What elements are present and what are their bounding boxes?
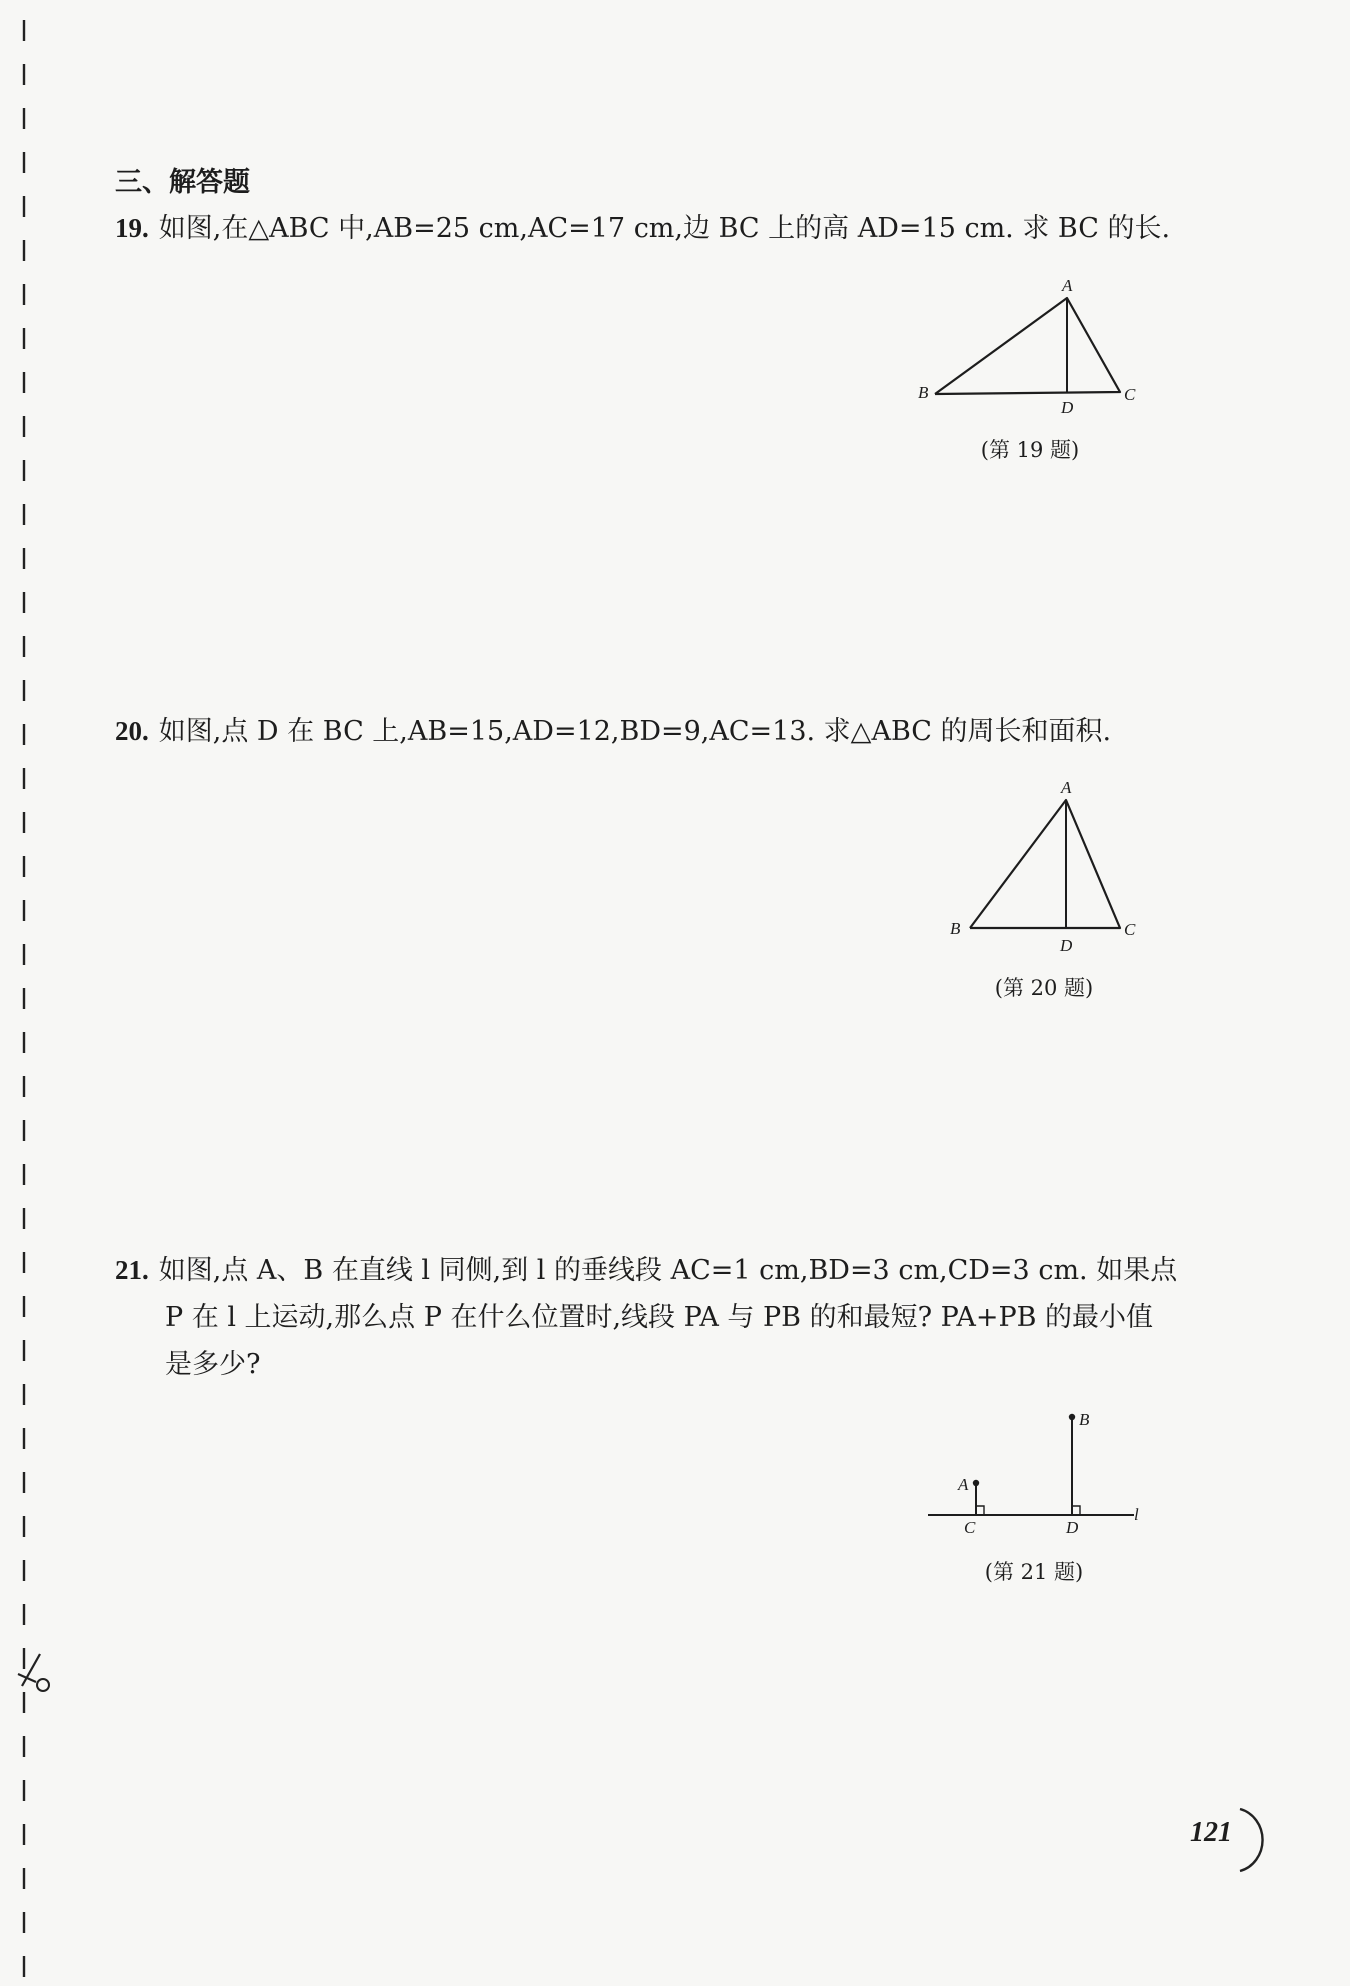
figure-20: [940, 776, 1150, 960]
page-number: [1186, 1805, 1286, 1875]
figure-21: [920, 1400, 1150, 1554]
label-D: D: [1060, 936, 1073, 955]
label-D: D: [1066, 1518, 1079, 1537]
figure-caption: (第 20 题): [994, 976, 1094, 1000]
question-text: 如图,点 D 在 BC 上,AB=15,AD=12,BD=9,AC=13. 求△ABC 的周长和面积.: [158, 716, 1112, 747]
question-number: 21.: [115, 1255, 149, 1285]
label-B: B: [1079, 1410, 1090, 1429]
page-number-text: 121: [1190, 1817, 1232, 1848]
figure-caption: (第 19 题): [980, 438, 1080, 462]
question-text-continued: P 在 l 上运动,那么点 P 在什么位置时,线段 PA 与 PB 的和最短? PA+PB 的最小值是多少?: [165, 1302, 1154, 1380]
question-19: [115, 205, 1180, 252]
question-text: 如图,在△ABC 中,AB=25 cm,AC=17 cm,边 BC 上的高 AD=15 cm. 求 BC 的长.: [158, 213, 1171, 244]
question-number: 19.: [115, 213, 149, 243]
label-D: D: [1061, 398, 1074, 416]
label-B: B: [950, 919, 961, 938]
question-number: 20.: [115, 716, 149, 746]
label-A: A: [958, 1475, 969, 1494]
question-21: [115, 1247, 1180, 1388]
label-C: C: [964, 1518, 976, 1537]
label-B: B: [918, 383, 929, 402]
label-l: l: [1134, 1505, 1139, 1524]
label-A: A: [1061, 778, 1072, 797]
page-number-bracket: [1234, 1805, 1274, 1875]
question-text: 如图,点 A、B 在直线 l 同侧,到 l 的垂线段 AC=1 cm,BD=3 cm,CD=3 cm. 如果点: [158, 1255, 1178, 1286]
figure-19: [910, 276, 1150, 420]
question-20: [115, 708, 1180, 755]
figure-caption: (第 21 题): [984, 1560, 1084, 1584]
label-C: C: [1124, 385, 1136, 404]
label-C: C: [1124, 920, 1136, 939]
label-A: A: [1062, 276, 1073, 295]
scissors-icon: [14, 1648, 54, 1694]
section-title: 三、解答题: [115, 167, 250, 198]
